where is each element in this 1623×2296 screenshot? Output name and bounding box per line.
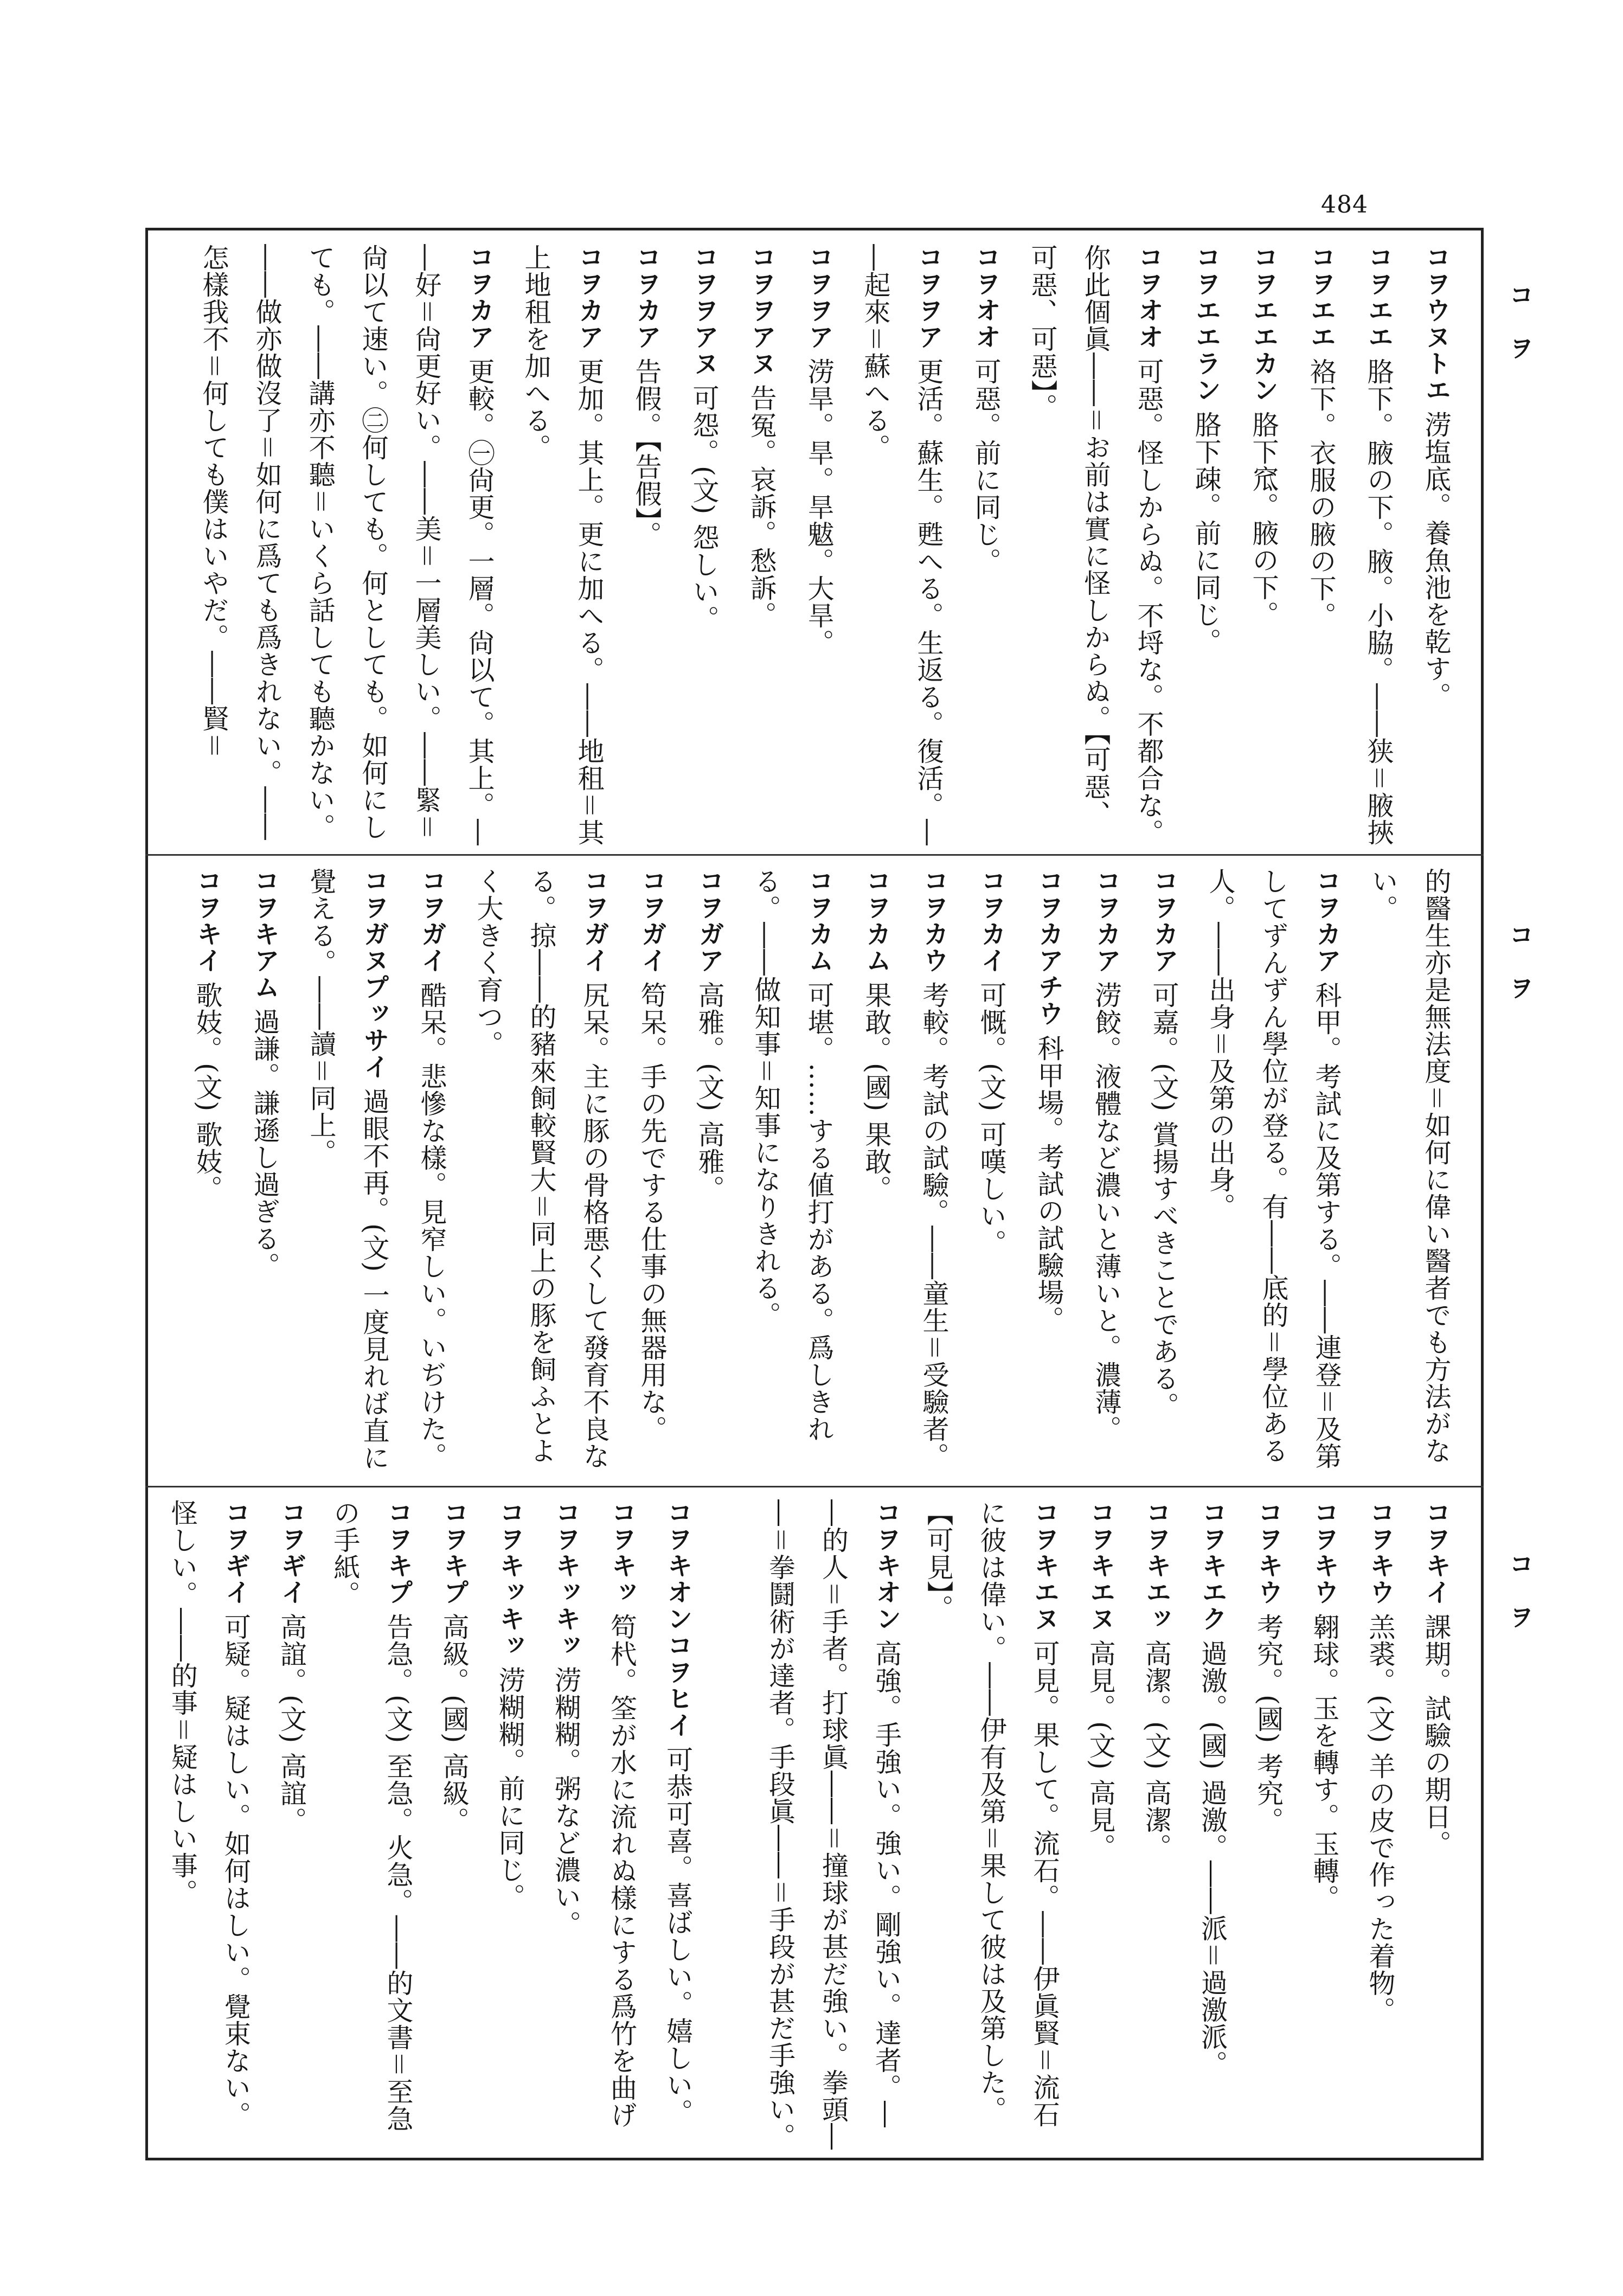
entry-definition: 可惡。怪しからぬ。不埒な。不都合な。你此個眞――＝お前は實に怪しからぬ。【可惡、可惡、可惡】。: [1027, 244, 1164, 846]
dictionary-entry: [1177, 244, 1234, 849]
entry-headword: コヲキッキッ: [551, 1499, 581, 1659]
entry-headword: コヲカイ: [977, 868, 1006, 974]
dictionary-entry: [482, 1499, 538, 2153]
running-head: コ ヲ: [1505, 922, 1535, 1010]
entry-definition: 袼下。衣服の腋の下。: [1306, 358, 1337, 629]
entry-definition: 笱呆。手の先でする仕事の無器用な。: [637, 982, 668, 1442]
section-divider: [145, 854, 1484, 856]
dictionary-section-bottom: [157, 1499, 1464, 2153]
dictionary-entry: [790, 244, 847, 849]
entry-headword: コヲエエラン: [1191, 244, 1221, 403]
entry-definition: 的醫生亦是無法度＝如何に偉い醫者でも方法がない。: [1368, 868, 1452, 1464]
dictionary-entry: [1352, 1499, 1408, 2153]
entry-definition: 高見。(文) 高見。: [1085, 1640, 1117, 1861]
entry-headword: コヲガイ: [637, 868, 667, 974]
entry-headword: コヲキプ: [383, 1499, 413, 1606]
entry-definition: 可堪。……する値打がある。爲しきれる。――做知事＝知事になりきれる。: [750, 868, 835, 1442]
entry-headword: コヲキアム: [250, 868, 280, 1001]
entry-definition: 考較。考試の試驗。――童生＝受驗者。: [919, 982, 950, 1470]
dictionary-entry: [1014, 244, 1177, 849]
entry-definition: 課期。試驗の期日。: [1421, 1613, 1452, 1857]
entry-definition: 科甲。考試に及第する。――連登＝及第してずんずん學位が登る。有――底的＝學位ある人。――出身＝及第の出身。: [1205, 868, 1342, 1470]
dictionary-entry: [1192, 868, 1355, 1480]
dictionary-entry: [182, 244, 508, 849]
entry-headword: コヲキウ: [1365, 1499, 1395, 1606]
dictionary-entry: [178, 868, 235, 1480]
entry-definition: 高強。手強い。強い。剛強い。達者。――的人＝手者。打球眞――＝撞球が甚だ強い。拳頭――＝拳鬪術が達者。手段眞――＝手段が甚だ手強い。: [765, 1499, 902, 2150]
entry-headword: コヲギイ: [277, 1499, 307, 1606]
entry-headword: コヲオオ: [971, 244, 1001, 350]
dictionary-entry: [157, 1499, 264, 2153]
entry-definition: 可惡。前に同じ。: [971, 358, 1002, 575]
entry-headword: コヲウヌトエ: [1421, 244, 1451, 403]
entry-headword: コヲガヌプッサイ: [360, 868, 389, 1080]
entry-headword: コヲキッ: [607, 1499, 637, 1606]
dictionary-entry: [962, 868, 1019, 1480]
dictionary-section-middle: [157, 868, 1464, 1480]
entry-definition: 高潔。(文) 高潔。: [1141, 1640, 1172, 1861]
dictionary-entry: [538, 1499, 594, 2153]
entry-headword: コヲヲアヌ: [689, 244, 719, 377]
entry-headword: コヲカア: [632, 244, 662, 350]
dictionary-section-top: [157, 244, 1464, 849]
dictionary-entry: [320, 1499, 426, 2153]
dictionary-entry: [617, 244, 675, 849]
entry-definition: 告假。【告假】。: [631, 358, 662, 548]
dictionary-entry: [235, 868, 293, 1480]
entry-headword: コヲキイ: [1421, 1499, 1451, 1606]
entry-definition: 涝塩底。養魚池を乾す。: [1421, 411, 1452, 709]
entry-definition: 涝糊糊。粥など濃い。: [550, 1666, 582, 1938]
entry-headword: コヲカウ: [919, 868, 949, 974]
entry-headword: コヲエエ: [1306, 244, 1336, 350]
dictionary-entry: [732, 244, 790, 849]
dictionary-entry: [737, 868, 847, 1480]
entry-definition: 更較。㊀尙更。一層。尙以て。其上。――好＝尙更好い。――美＝一層美しい。――緊＝尙以て速い。㊁何しても。何としても。如何にしても。――講亦不聽＝いくら話しても聽かない。――做亦做沒了＝如何に爲ても爲きれない。――怎樣我不＝何しても僕はいやだ。――賢＝: [198, 244, 495, 846]
page-number: 484: [1321, 191, 1368, 219]
entry-definition: 歌妓。(文) 歌妓。: [192, 982, 223, 1202]
entry-definition: 可疑。疑はしい。如何はしい。覺束ない。怪しい。――的事＝疑はしい事。: [167, 1499, 252, 2128]
dictionary-entry: [1355, 868, 1464, 1480]
entry-definition: 涝旱。旱。旱魃。大旱。: [804, 358, 835, 656]
entry-definition: 更活。蘇生。甦へる。生返る。復活。――起來＝蘇へる。: [860, 244, 944, 846]
dictionary-entry: [706, 1499, 915, 2153]
entry-headword: コヲオオ: [1134, 244, 1164, 350]
entry-headword: コヲカアチウ: [1034, 868, 1064, 1027]
entry-headword: コヲガイ: [417, 868, 447, 974]
dictionary-entry: [426, 1499, 482, 2153]
entry-definition: 更加。其上。更に加へる。――地租＝其上地租を加へる。: [521, 244, 605, 846]
entry-headword: コヲエエ: [1364, 244, 1394, 350]
dictionary-entry: [1128, 1499, 1184, 2153]
entry-headword: コヲヲアヌ: [747, 244, 777, 377]
entry-headword: コヲキエヌ: [1030, 1499, 1060, 1632]
entry-definition: 羔裘。(文) 羊の皮で作った着物。: [1364, 1613, 1396, 2024]
dictionary-entry: [264, 1499, 319, 2153]
entry-headword: コヲガイ: [580, 868, 610, 974]
entry-definition: 酷呆。悲慘な樣。見窄しい。いぢけた。: [416, 982, 447, 1470]
dictionary-entry: [1407, 244, 1464, 849]
entry-headword: コヲカム: [862, 868, 891, 974]
entry-headword: コヲキオンコヲヒイ: [663, 1499, 693, 1739]
dictionary-entry: [1184, 1499, 1240, 2153]
entry-headword: コヲキエク: [1197, 1499, 1228, 1632]
entry-headword: コヲキプ: [439, 1499, 470, 1606]
entry-headword: コヲヲア: [804, 244, 834, 350]
entry-definition: 可恭可喜。喜ばしい。嬉しい。: [662, 1746, 694, 2126]
entry-definition: 可慨。(文) 可嘆しい。: [976, 982, 1007, 1256]
dictionary-entry: [1349, 244, 1407, 849]
dictionary-entry: [623, 868, 680, 1480]
entry-definition: 尻呆。主に豚の骨格悪くして發育不良なる。掠――的豬來飼較賢大＝同上の豚を飼ふとよく大きく育つ。: [473, 868, 610, 1470]
dictionary-entry: [293, 868, 402, 1480]
entry-headword: コヲキイ: [193, 868, 222, 974]
entry-definition: 可嘉。(文) 賞揚すべきことである。: [1149, 982, 1179, 1419]
entry-definition: 考究。(國) 考究。: [1253, 1613, 1284, 1834]
entry-definition: 告急。(文) 至急。火急。――的文書＝至急の手紙。: [329, 1499, 414, 2132]
entry-headword: コヲギイ: [221, 1499, 251, 1606]
dictionary-entry: [675, 244, 732, 849]
dictionary-entry: [1234, 244, 1292, 849]
entry-headword: コヲカア: [1149, 868, 1179, 974]
dictionary-entry: [594, 1499, 650, 2153]
entry-definition: 高級。(國) 高級。: [439, 1613, 470, 1834]
entry-definition: 笱杙。筌が水に流れぬ樣にする爲竹を曲げ: [606, 1613, 638, 2128]
dictionary-entry: [904, 868, 962, 1480]
entry-headword: コヲカア: [465, 244, 495, 350]
running-head: コ ヲ: [1505, 282, 1535, 370]
entry-headword: コヲキウ: [1253, 1499, 1284, 1606]
entry-definition: 胳下窊。腋の下。: [1248, 411, 1279, 628]
dictionary-entry: [1077, 868, 1134, 1480]
dictionary-entry: [402, 868, 460, 1480]
entry-headword: コヲエエカン: [1249, 244, 1279, 403]
dictionary-entry: [1297, 1499, 1352, 2153]
dictionary-entry: [847, 244, 957, 849]
running-head: コ ヲ: [1505, 1551, 1535, 1639]
entry-headword: コヲキッキッ: [495, 1499, 525, 1659]
entry-definition: 胳下疎。前に同じ。: [1191, 411, 1222, 655]
dictionary-entry: [508, 244, 617, 849]
entry-definition: 胳下。腋の下。腋。小脇。――狭＝腋挾: [1363, 358, 1394, 846]
dictionary-entry: [1073, 1499, 1128, 2153]
entry-headword: コヲカア: [574, 244, 604, 350]
entry-headword: コヲカア: [1312, 868, 1342, 974]
entry-definition: 翱球。玉を轉す。玉轉。: [1308, 1613, 1340, 1912]
dictionary-entry: [1019, 868, 1077, 1480]
entry-definition: 涝餃。液體など濃いと薄いと。濃薄。: [1091, 982, 1122, 1442]
dictionary-entry: [1408, 1499, 1464, 2153]
entry-headword: コヲキエッ: [1141, 1499, 1172, 1632]
section-divider: [145, 1486, 1484, 1487]
entry-headword: コヲガア: [695, 868, 724, 974]
dictionary-entry: [460, 868, 623, 1480]
dictionary-entry: [650, 1499, 705, 2153]
entry-headword: コヲキウ: [1309, 1499, 1339, 1606]
dictionary-entry: [1240, 1499, 1296, 2153]
entry-headword: コヲカア: [1092, 868, 1121, 974]
entry-definition: 過眼不再。(文) 一度見れば直に覺える。――讀＝同上。: [306, 868, 390, 1471]
entry-definition: 涝糊糊。前に同じ。: [495, 1666, 526, 1910]
dictionary-entry: [1134, 868, 1192, 1480]
dictionary-entry: [680, 868, 737, 1480]
entry-definition: 可怨。(文) 怨しい。: [689, 384, 720, 632]
entry-definition: 果敢。(國) 果敢。: [861, 982, 892, 1202]
entry-definition: 高誼。(文) 高誼。: [276, 1613, 307, 1834]
entry-headword: コヲヲア: [914, 244, 944, 350]
dictionary-entry: [957, 244, 1014, 849]
dictionary-entry: [1292, 244, 1349, 849]
dictionary-entry: [914, 1499, 1073, 2153]
dictionary-entry: [847, 868, 904, 1480]
entry-definition: 告冤。哀訴。愁訴。: [746, 384, 777, 628]
entry-definition: 過謙。謙遜し過ぎる。: [249, 1008, 280, 1279]
entry-definition: 科甲場。考試の試驗場。: [1034, 1035, 1064, 1333]
entry-definition: 過激。(國) 過激。――派＝過激派。: [1197, 1640, 1228, 2077]
entry-headword: コヲキエヌ: [1086, 1499, 1116, 1632]
entry-definition: 高雅。(文) 高雅。: [694, 982, 725, 1202]
entry-headword: コヲカム: [804, 868, 834, 974]
entry-definition: 可見。果して。流石。――伊眞賢＝流石に彼は偉い。――伊有及第＝果して彼は及第した。【可見】。: [923, 1499, 1061, 2128]
entry-headword: コヲキオン: [871, 1499, 902, 1632]
